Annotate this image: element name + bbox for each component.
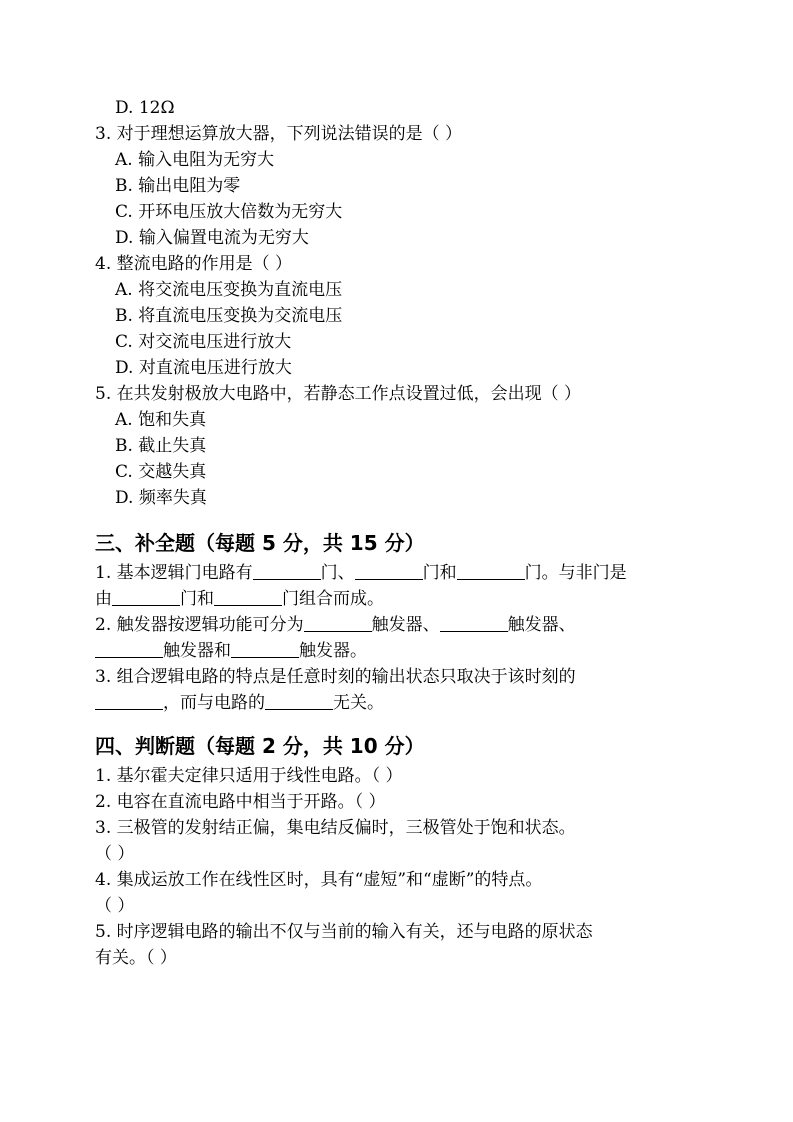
fill-q2-text-5: 触发器。 [299,641,367,661]
fill-q1-text-3: 门和 [422,563,457,583]
answer-blank[interactable] [304,613,372,632]
question-3-option-b: B. 输出电阻为零 [115,176,241,196]
question-4-option-d: D. 对直流电压进行放大 [115,358,292,378]
answer-blank[interactable] [355,561,423,580]
question-5-option-c: C. 交越失真 [115,462,207,482]
answer-blank[interactable] [112,587,180,606]
fill-q2-text-4: 触发器和 [163,641,231,661]
question-5-option-b: B. 截止失真 [115,436,207,456]
question-3-option-a: A. 输入电阻为无穷大 [115,150,275,170]
fill-q3-text-3: 无关。 [333,693,384,713]
fill-q2-text-2: 触发器、 [371,615,440,635]
judge-question-4: 4. 集成运放工作在线性区时，具有“虚短”和“虚断”的特点。 [95,870,543,890]
answer-blank[interactable] [95,639,163,658]
judge-question-1: 1. 基尔霍夫定律只适用于线性电路。（ ） [95,766,403,786]
answer-blank[interactable] [457,561,525,580]
section-heading-judge: 四、判断题（每题 2 分，共 10 分） [95,734,425,758]
fill-question-3-line-2 [95,690,715,716]
question-3-stem: 3. 对于理想运算放大器，下列说法错误的是（ ） [95,124,463,144]
fill-question-2-line-1 [95,612,715,638]
judge-question-3: 3. 三极管的发射结正偏，集电结反偏时，三极管处于饱和状态。 [95,818,576,838]
judge-question-4-bracket: （ ） [95,896,135,916]
fill-q1-text-2: 门、 [320,563,355,583]
fill-q3-text-2: ，而与电路的 [163,693,265,713]
answer-blank[interactable] [265,691,333,710]
fill-question-2-line-2 [95,638,715,664]
fill-q1-text-6: 门和 [180,589,214,609]
question-5-option-d: D. 频率失真 [115,488,207,508]
fill-question-1-line-2 [95,586,715,612]
question-3-option-d: D. 输入偏置电流为无穷大 [115,228,309,248]
fill-q2-text-1: 2. 触发器按逻辑功能可分为 [95,615,304,635]
question-5-option-a: A. 饱和失真 [115,410,207,430]
answer-blank[interactable] [214,587,282,606]
fill-q1-text-7: 门组合而成。 [282,589,384,609]
answer-blank[interactable] [231,639,299,658]
option-d-prev: D. 12Ω [115,98,175,118]
question-4-stem: 4. 整流电路的作用是（ ） [95,254,293,274]
judge-question-2: 2. 电容在直流电路中相当于开路。（ ） [95,792,386,812]
judge-question-3-bracket: （ ） [95,844,135,864]
question-3-option-c: C. 开环电压放大倍数为无穷大 [115,202,343,222]
question-4-option-a: A. 将交流电压变换为直流电压 [115,280,343,300]
answer-blank[interactable] [253,561,321,580]
fill-q2-text-3: 触发器、 [507,615,576,635]
fill-question-1-line-1 [95,560,715,586]
fill-q3-text-1: 3. 组合逻辑电路的特点是任意时刻的输出状态只取决于该时刻的 [95,667,576,687]
fill-q1-text-1: 1. 基本逻辑门电路有 [95,563,253,583]
judge-question-5: 5. 时序逻辑电路的输出不仅与当前的输入有关，还与电路的原状态 [95,922,593,942]
answer-blank[interactable] [440,613,508,632]
fill-q1-text-5: 由 [95,589,112,609]
question-4-option-c: C. 对交流电压进行放大 [115,332,292,352]
judge-question-5-continued: 有关。（ ） [95,948,177,968]
question-5-stem: 5. 在共发射极放大电路中，若静态工作点设置过低，会出现（ ） [95,384,582,404]
section-heading-fill: 三、补全题（每题 5 分，共 15 分） [95,531,425,555]
fill-q1-text-4: 门。与非门是 [524,563,627,583]
question-4-option-b: B. 将直流电压变换为交流电压 [115,306,343,326]
answer-blank[interactable] [95,691,163,710]
fill-question-3-line-1 [95,664,715,690]
